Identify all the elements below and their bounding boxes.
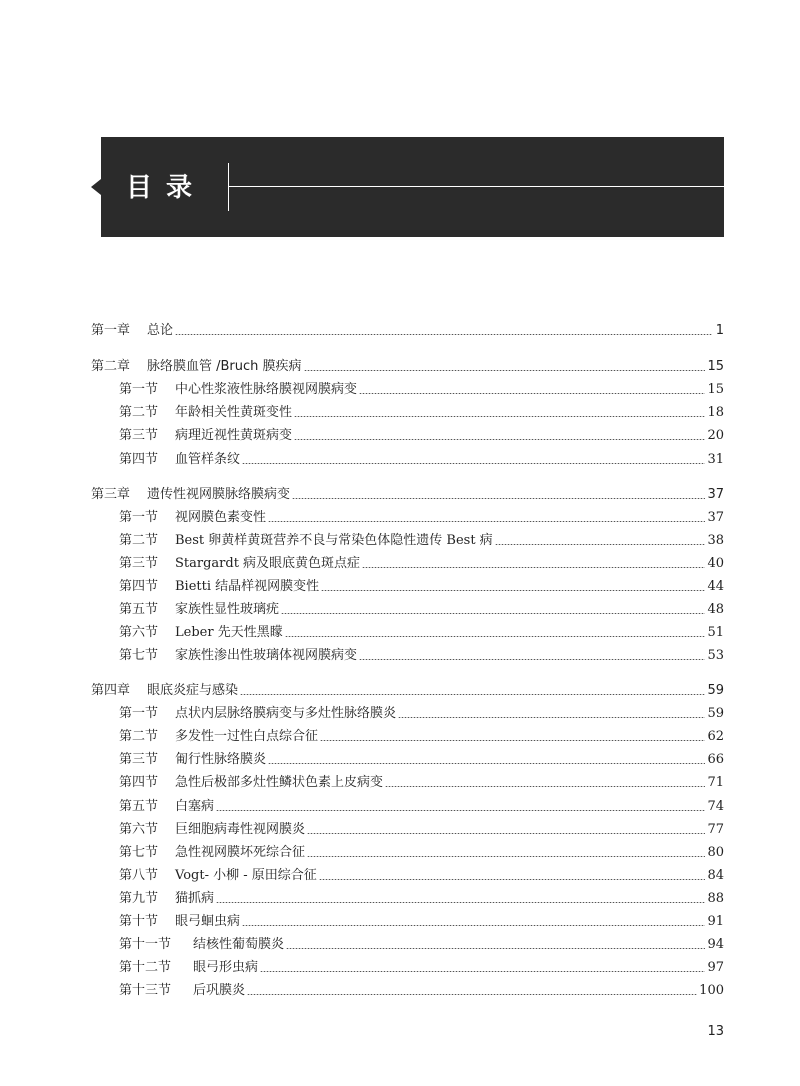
toc-section-entry[interactable] [119,866,724,886]
section-number: 第十一节 [119,937,172,952]
toc-section-entry[interactable] [119,554,724,574]
section-number: 第一节 [119,510,159,525]
chapter-title: 眼底炎症与感染 [147,683,239,698]
dot-leader [307,856,705,857]
page-ref: 80 [707,845,724,860]
toc-section-entry[interactable] [119,820,724,840]
section-number: 第三节 [119,752,159,767]
dot-leader [398,717,705,718]
chapter-number: 第一章 [91,323,131,338]
toc-section-entry[interactable] [119,912,724,932]
dot-leader [359,393,705,394]
section-title: 家族性渗出性玻璃体视网膜病变 [175,648,358,663]
section-number: 第七节 [119,845,159,860]
section-number: 第七节 [119,648,159,663]
chapter-title: 脉络膜血管 /Bruch 膜疾病 [147,359,302,374]
page-ref: 88 [707,891,724,906]
section-title: 眼弓形虫病 [193,960,259,975]
section-title: 猫抓病 [175,891,215,906]
dot-leader [242,463,705,464]
section-title: 中心性浆液性脉络膜视网膜病变 [175,382,358,397]
toc-chapter-entry[interactable] [91,681,724,701]
section-number: 第三节 [119,428,159,443]
toc-section-entry[interactable] [119,704,724,724]
toc-section-entry[interactable] [119,750,724,770]
section-number: 第八节 [119,868,159,883]
dot-leader [321,590,705,591]
chapter-number: 第四章 [91,683,131,698]
section-title: 急性后极部多灶性鳞状色素上皮病变 [175,775,384,790]
dot-leader [286,948,705,949]
section-title: Best 卵黄样黄斑营养不良与常染色体隐性遗传 Best 病 [175,533,493,548]
dot-leader [294,439,705,440]
dot-leader [385,786,705,787]
section-title: 巨细胞病毒性视网膜炎 [175,822,306,837]
page-ref: 62 [707,729,724,744]
page-ref: 1 [715,323,724,338]
page-ref: 18 [707,405,724,420]
page-ref: 31 [707,452,724,467]
page-ref: 91 [707,914,724,929]
toc-section-entry[interactable] [119,646,724,666]
toc-section-entry[interactable] [119,958,724,978]
page-number: 13 [707,1024,724,1039]
section-number: 第四节 [119,452,159,467]
page-ref: 71 [707,775,724,790]
section-number: 第一节 [119,382,159,397]
page-ref: 59 [707,706,724,721]
dot-leader [242,925,705,926]
section-title: Vogt- 小柳 - 原田综合征 [175,868,317,883]
dot-leader [281,613,705,614]
toc-section-entry[interactable] [119,531,724,551]
toc-chapter-entry[interactable] [91,321,724,341]
section-number: 第十二节 [119,960,172,975]
page-ref: 40 [707,556,724,571]
toc-section-entry[interactable] [119,380,724,400]
chapter-title: 遗传性视网膜脉络膜病变 [147,487,291,502]
toc-section-entry[interactable] [119,508,724,528]
section-title: 急性视网膜坏死综合征 [175,845,306,860]
page-ref: 20 [707,428,724,443]
section-number: 第三节 [119,556,159,571]
section-number: 第五节 [119,799,159,814]
section-title: 多发性一过性白点综合征 [175,729,319,744]
dot-leader [292,498,705,499]
toc-section-entry[interactable] [119,426,724,446]
chapter-number: 第二章 [91,359,131,374]
toc-section-entry[interactable] [119,981,724,1001]
dot-leader [319,879,706,880]
page-ref: 51 [707,625,724,640]
section-title: 眼弓蛔虫病 [175,914,241,929]
page-ref: 38 [707,533,724,548]
toc-section-entry[interactable] [119,935,724,955]
page-ref: 37 [707,487,724,502]
section-number: 第二节 [119,405,159,420]
dot-leader [260,971,705,972]
chapter-title: 总论 [147,323,174,338]
page-ref: 15 [707,382,724,397]
toc-section-entry[interactable] [119,623,724,643]
dot-leader [268,521,705,522]
page-title: 目录 [126,173,207,203]
toc-chapter-entry[interactable] [91,485,724,505]
toc-section-entry[interactable] [119,797,724,817]
toc-section-entry[interactable] [119,403,724,423]
section-number: 第二节 [119,729,159,744]
section-number: 第四节 [119,775,159,790]
dot-leader [362,567,705,568]
toc-section-entry[interactable] [119,889,724,909]
page-ref: 94 [707,937,724,952]
toc-section-entry[interactable] [119,727,724,747]
chapter-number: 第三章 [91,487,131,502]
section-title: 视网膜色素变性 [175,510,267,525]
dot-leader [247,994,697,995]
dot-leader [175,334,712,335]
section-number: 第十三节 [119,983,172,998]
section-title: 家族性显性玻璃疣 [175,602,280,617]
page-ref: 59 [707,683,724,698]
dot-leader [304,370,706,371]
section-title: 血管样条纹 [175,452,241,467]
page-ref: 74 [707,799,724,814]
section-number: 第九节 [119,891,159,906]
page-ref: 15 [707,359,724,374]
section-title: 结核性葡萄膜炎 [193,937,285,952]
dot-leader [240,694,705,695]
dot-leader [495,544,706,545]
toc-section-entry[interactable] [119,843,724,863]
section-title: 病理近视性黄斑病变 [175,428,293,443]
dot-leader [285,636,706,637]
section-number: 第四节 [119,579,159,594]
section-number: 第六节 [119,822,159,837]
section-title: 后巩膜炎 [193,983,246,998]
section-number: 第一节 [119,706,159,721]
page-ref: 37 [707,510,724,525]
section-number: 第二节 [119,533,159,548]
dot-leader [268,763,705,764]
page-ref: 77 [707,822,724,837]
section-number: 第六节 [119,625,159,640]
section-number: 第五节 [119,602,159,617]
section-title: 点状内层脉络膜病变与多灶性脉络膜炎 [175,706,397,721]
page-ref: 48 [707,602,724,617]
page-ref: 66 [707,752,724,767]
page-ref: 97 [707,960,724,975]
dot-leader [359,659,705,660]
section-title: Stargardt 病及眼底黄色斑点症 [175,556,361,571]
toc-chapter-entry[interactable] [91,357,724,377]
section-number: 第十节 [119,914,159,929]
section-title: 年龄相关性黄斑变性 [175,405,293,420]
dot-leader [320,740,705,741]
section-title: Bietti 结晶样视网膜变性 [175,579,320,594]
toc-section-entry[interactable] [119,773,724,793]
page-ref: 44 [707,579,724,594]
section-title: 匍行性脉络膜炎 [175,752,267,767]
dot-leader [216,810,705,811]
toc-section-entry[interactable] [119,577,724,597]
dot-leader [307,833,705,834]
section-title: Leber 先天性黑矇 [175,625,283,640]
page-ref: 84 [707,868,724,883]
dot-leader [294,416,705,417]
toc-section-entry[interactable] [119,600,724,620]
page-ref: 53 [707,648,724,663]
dot-leader [216,902,705,903]
section-title: 白塞病 [175,799,215,814]
toc-section-entry[interactable] [119,450,724,470]
page-ref: 100 [699,983,724,998]
